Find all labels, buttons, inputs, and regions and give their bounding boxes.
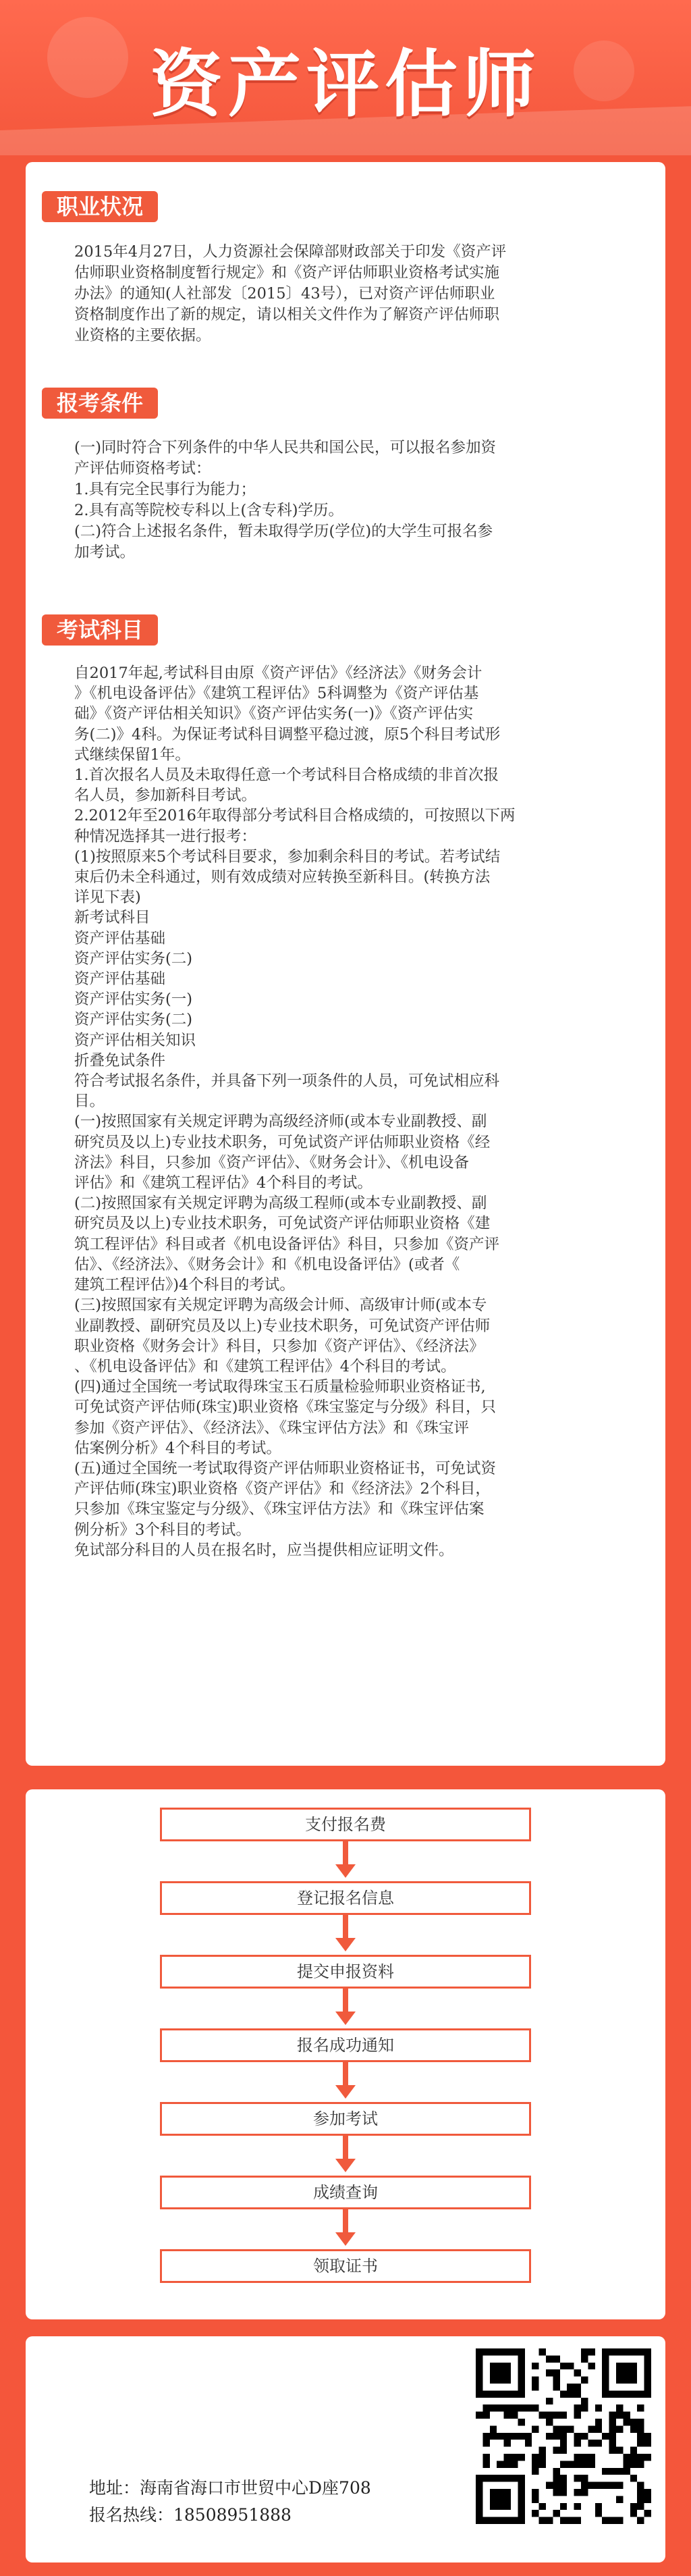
text-line: 研究员及以上)专业技术职务，可免试资产评估师职业资格《建 [74,1215,491,1233]
flow-step: 提交申报资料 [160,1955,531,1989]
text-line: 研究员及以上)专业技术职务，可免试资产评估师职业资格《经 [74,1133,491,1151]
address-text: 地址：海南省海口市世贸中心D座708 [89,2478,371,2498]
section-tag-career [42,191,158,222]
text-line: 资格制度作出了新的规定，请以相关文件作为了解资产评估师职 [74,306,500,323]
text-line: 建筑工程评估》)4个科目的考试。 [74,1276,295,1294]
arrow-down-icon [334,1915,357,1951]
section-tag-label: 考试科目 [57,617,144,643]
text-line: 评估》和《建筑工程评估》4个科目的考试。 [74,1174,372,1192]
flow-step: 参加考试 [160,2102,531,2136]
text-line: 自2017年起,考试科目由原《资产评估》《经济法》《财务会计 [74,664,482,682]
text-line: 例分析》3个科目的考试。 [74,1521,251,1539]
text-line: 可免试资产评估师(珠宝)职业资格《珠宝鉴定与分级》科目，只 [74,1398,497,1417]
arrow-down-icon [334,2136,357,2172]
text-line: 折叠免试条件 [74,1051,166,1070]
arrow-down-icon [334,2062,357,2099]
section-tag-subjects [42,614,158,646]
text-line: 业副教授、副研究员及以上)专业技术职务，可免试资产评估师 [74,1317,491,1335]
text-line: 资产评估相关知识 [74,1031,196,1049]
section-tag-label: 职业状况 [57,194,144,219]
text-line: 产评估师资格考试： [74,460,211,477]
text-line: 束后仍未全科通过，则有效成绩对应转换至新科目。(转换方法 [74,868,491,887]
header-banner [0,0,691,155]
text-line: 2015年4月27日，人力资源社会保障部财政部关于印发《资产评 [74,243,507,261]
text-line: (四)通过全国统一考试取得珠宝玉石质量检验师职业资格证书, [74,1378,486,1396]
flow-step: 成绩查询 [160,2176,531,2209]
text-line: (五)通过全国统一考试取得资产评估师职业资格证书，可免试资 [74,1459,497,1477]
text-line: 估案例分析》4个科目的考试。 [74,1439,281,1457]
text-line: 资产评估实务(二) [74,1011,193,1029]
text-line: 资产评估基础 [74,929,166,947]
section-tag-label: 报考条件 [57,390,144,416]
text-line: 种情况选择其一进行报考： [74,827,257,845]
flow-step: 领取证书 [160,2249,531,2283]
qr-code-icon [476,2348,651,2524]
text-line: 1.首次报名人员及未取得任意一个考试科目合格成绩的非首次报 [74,766,499,785]
flow-step: 报名成功通知 [160,2028,531,2062]
text-line: 筑工程评估》科目或者《机电设备评估》科目，只参加《资产评 [74,1235,500,1253]
flow-step: 支付报名费 [160,1808,531,1841]
flow-step: 登记报名信息 [160,1881,531,1915]
text-line: 免试部分科目的人员在报名时，应当提供相应证明文件。 [74,1541,454,1559]
text-line: (三)按照国家有关规定评聘为高级会计师、高级审计师(或本专 [74,1296,487,1315]
page-title: 资产评估师 [149,43,541,127]
text-line: 估师职业资格制度暂行规定》和《资产评估师职业资格考试实施 [74,264,500,282]
text-line: 符合考试报名条件，并具备下列一项条件的人员，可免试相应科 [74,1072,500,1090]
text-line: 参加《资产评估》、《经济法》、《珠宝评估方法》和《珠宝评 [74,1419,470,1437]
text-line: 》《机电设备评估》《建筑工程评估》5科调整为《资产评估基 [74,685,479,703]
career-paragraph [74,242,628,346]
text-line: 济法》科目，只参加《资产评估》、《财务会计》、《机电设备 [74,1153,470,1172]
text-line: 1.具有完全民事行为能力； [74,481,256,498]
text-line: 2.具有高等院校专科以上(含专科)学历。 [74,502,344,519]
text-line: 务(二)》4科。为保证考试科目调整平稳过渡，原5个科目考试形 [74,725,501,743]
text-line: 础》《资产评估相关知识》《资产评估实务(一)》《资产评估实 [74,705,474,723]
subjects-paragraph [74,663,628,1560]
text-line: 资产评估基础 [74,970,166,989]
arrow-down-icon [334,1989,357,2025]
text-line: (一)按照国家有关规定评聘为高级经济师(或本专业副教授、副 [74,1113,487,1131]
section-tag-conditions [42,388,158,419]
text-line: 办法》的通知(人社部发〔2015〕43号），已对资产评估师职业 [74,285,495,303]
text-line: 产评估师(珠宝)职业资格《资产评估》和《经济法》2个科目， [74,1480,491,1498]
text-line: (二)符合上述报名条件，暂未取得学历(学位)的大学生可报名参 [74,523,493,540]
text-line: (一)同时符合下列条件的中华人民共和国公民，可以报名参加资 [74,439,497,456]
arrow-down-icon [334,1841,357,1878]
text-line: 只参加《珠宝鉴定与分级》、《珠宝评估方法》和《珠宝评估案 [74,1500,485,1519]
text-line: 、《机电设备评估》和《建筑工程评估》4个科目的考试。 [74,1357,456,1375]
text-line: 详见下表) [74,889,141,907]
text-line: 式继续保留1年。 [74,745,190,764]
text-line: (1)按照原来5个考试科目要求，参加剩余科目的考试。若考试结 [74,847,501,866]
hotline-text: 报名热线：18508951888 [89,2505,292,2525]
text-line: 资产评估实务(一) [74,991,193,1009]
text-line: (二)按照国家有关规定评聘为高级工程师(或本专业副教授、副 [74,1194,487,1213]
text-line: 新考试科目 [74,909,150,927]
text-line: 资产评估实务(二) [74,949,193,968]
text-line: 名人员，参加新科目考试。 [74,787,257,805]
text-line: 2.2012年至2016年取得部分考试科目合格成绩的，可按照以下两 [74,807,516,825]
text-line: 估》、《经济法》、《财务会计》和《机电设备评估》(或者《 [74,1255,460,1273]
conditions-paragraph [74,438,628,563]
text-line: 业资格的主要依据。 [74,327,211,344]
text-line: 加考试。 [74,544,136,561]
text-line: 职业资格《财务会计》科目，只参加《资产评估》、《经济法》 [74,1337,485,1355]
text-line: 目。 [74,1093,105,1111]
arrow-down-icon [334,2209,357,2246]
